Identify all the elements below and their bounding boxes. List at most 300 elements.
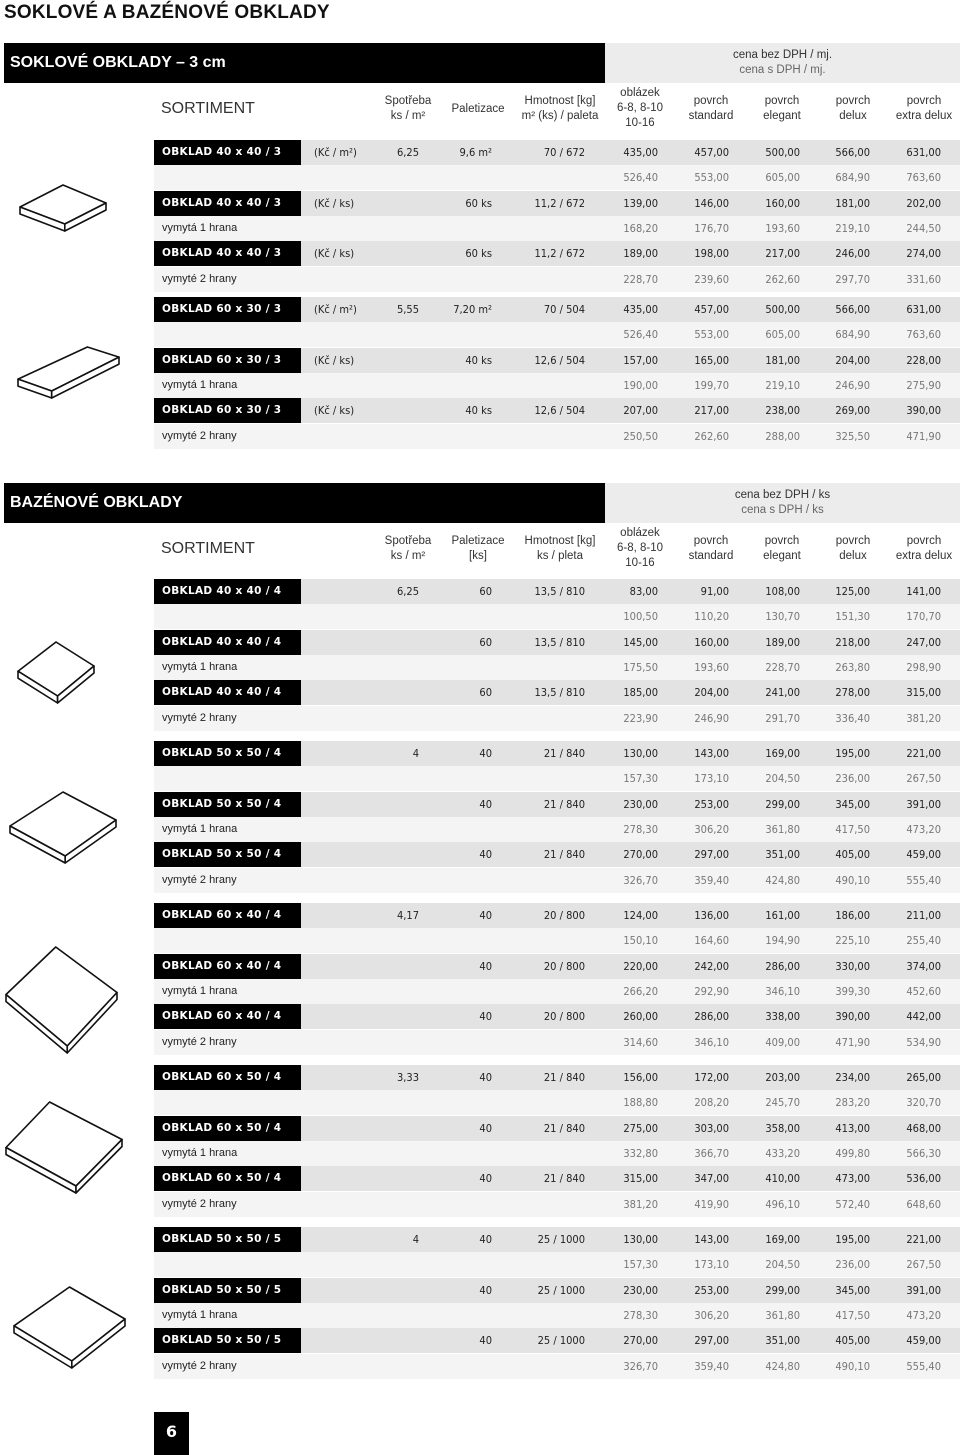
table-row xyxy=(154,1141,960,1166)
price-cell: 239,60 xyxy=(694,272,729,286)
price-cell: 202,00 xyxy=(906,196,941,210)
price-cell: 278,00 xyxy=(835,686,870,700)
column-header-line: 6-8, 8-10 xyxy=(616,102,664,114)
price-cell: 169,00 xyxy=(765,747,800,760)
price-cell: 130,00 xyxy=(623,1233,658,1246)
page-title: SOKLOVÉ A BAZÉNOVÉ OBKLADY xyxy=(4,2,330,23)
table-row xyxy=(154,766,960,791)
price-cell: 238,00 xyxy=(765,404,800,418)
price-cell: 459,00 xyxy=(906,848,941,862)
price-cell: 161,00 xyxy=(765,909,800,922)
price-cell: 250,50 xyxy=(623,429,658,443)
column-header-line: elegant xyxy=(763,550,801,562)
price-cell: 168,20 xyxy=(623,221,658,235)
price-cell: 291,70 xyxy=(765,711,800,725)
price-cell: 246,90 xyxy=(694,711,729,725)
price-cell: 204,00 xyxy=(694,686,729,700)
price-cell: 283,20 xyxy=(835,1096,870,1110)
price-cell: 381,20 xyxy=(623,1197,658,1211)
price-cell: 124,00 xyxy=(623,909,658,922)
price-cell: 146,00 xyxy=(694,196,729,210)
tile-illustration xyxy=(16,345,121,404)
price-cell: 399,30 xyxy=(835,984,870,998)
product-name: OBKLAD 60 x 40 / 4 xyxy=(154,903,301,928)
product-name: OBKLAD 40 x 40 / 4 xyxy=(154,680,301,705)
column-header-line: oblázek xyxy=(620,527,660,539)
price-cell: 471,90 xyxy=(906,429,941,443)
column-header-line: povrch xyxy=(835,535,871,547)
price-cell: 198,00 xyxy=(694,247,729,261)
price-cell: 553,00 xyxy=(694,171,729,185)
price-cell: 468,00 xyxy=(906,1121,941,1135)
price-cell: 457,00 xyxy=(694,303,729,316)
section-title: SOKLOVÉ OBKLADY – 3 cm xyxy=(4,43,605,83)
price-cell: 391,00 xyxy=(906,797,941,811)
price-cell: 315,00 xyxy=(906,686,941,700)
sortiment-label: SORTIMENT xyxy=(161,540,255,557)
hmotnost-value: 70 / 672 xyxy=(543,146,585,159)
column-header-line: standard xyxy=(688,110,734,122)
paletizace-value: 40 ks xyxy=(465,353,492,367)
price-cell: 351,00 xyxy=(765,1334,800,1348)
price-cell: 359,40 xyxy=(694,1359,729,1373)
price-cell: 253,00 xyxy=(694,1283,729,1297)
price-cell: 299,00 xyxy=(765,1283,800,1297)
paletizace-value: 40 xyxy=(479,1121,492,1135)
price-without-vat: cena bez DPH / ks xyxy=(734,489,831,501)
column-header xyxy=(515,94,605,124)
column-header-line: ks / pleta xyxy=(536,550,584,562)
price-cell: 553,00 xyxy=(694,328,729,342)
column-header-line: Paletizace xyxy=(451,535,505,547)
price-cell: 195,00 xyxy=(835,747,870,760)
table-row xyxy=(154,1328,960,1353)
table-row xyxy=(154,741,960,766)
product-name: OBKLAD 60 x 30 / 3 xyxy=(154,297,301,322)
product-name: OBKLAD 50 x 50 / 5 xyxy=(154,1227,301,1252)
table-row xyxy=(154,165,960,190)
price-cell: 473,20 xyxy=(906,822,941,836)
price-unit: (Kč / ks) xyxy=(314,196,355,210)
hmotnost-value: 25 / 1000 xyxy=(537,1283,585,1297)
product-name: OBKLAD 60 x 40 / 4 xyxy=(154,1004,301,1029)
price-cell: 496,10 xyxy=(765,1197,800,1211)
price-cell: 130,00 xyxy=(623,747,658,760)
column-header-line: povrch xyxy=(835,95,871,107)
product-name: OBKLAD 50 x 50 / 5 xyxy=(154,1278,301,1303)
price-cell: 265,00 xyxy=(906,1071,941,1084)
price-cell: 157,30 xyxy=(623,772,658,786)
price-cell: 381,20 xyxy=(906,711,941,725)
price-cell: 566,30 xyxy=(906,1146,941,1160)
edge-variant-label: vymyté 2 hrany xyxy=(162,711,237,724)
column-header-line: Spotřeba xyxy=(384,535,432,547)
price-cell: 605,00 xyxy=(765,171,800,185)
column-header-line: povrch xyxy=(693,535,729,547)
column-header-line: 10-16 xyxy=(625,557,655,569)
price-cell: 286,00 xyxy=(694,1010,729,1024)
tile-illustration-icon xyxy=(8,790,118,865)
price-cell: 170,70 xyxy=(906,610,941,624)
product-name: OBKLAD 50 x 50 / 4 xyxy=(154,741,301,766)
price-cell: 208,20 xyxy=(694,1096,729,1110)
paletizace-value: 9,6 m² xyxy=(459,146,492,159)
price-cell: 330,00 xyxy=(835,959,870,973)
price-cell: 347,00 xyxy=(694,1172,729,1186)
price-cell: 374,00 xyxy=(906,959,941,973)
hmotnost-value: 20 / 800 xyxy=(543,1010,585,1024)
price-cell: 204,00 xyxy=(835,353,870,367)
table-row xyxy=(154,954,960,979)
price-cell: 359,40 xyxy=(694,873,729,887)
spotreba-value: 4,17 xyxy=(396,909,419,922)
price-cell: 278,30 xyxy=(623,822,658,836)
price-cell: 262,60 xyxy=(765,272,800,286)
price-cell: 457,00 xyxy=(694,146,729,159)
table-row xyxy=(154,1278,960,1303)
price-cell: 684,90 xyxy=(835,171,870,185)
price-cell: 246,90 xyxy=(835,378,870,392)
price-cell: 269,00 xyxy=(835,404,870,418)
paletizace-value: 40 xyxy=(479,1172,492,1186)
price-cell: 405,00 xyxy=(835,848,870,862)
price-cell: 413,00 xyxy=(835,1121,870,1135)
price-cell: 405,00 xyxy=(835,1334,870,1348)
price-cell: 297,00 xyxy=(694,848,729,862)
product-name: OBKLAD 60 x 40 / 4 xyxy=(154,954,301,979)
price-cell: 275,90 xyxy=(906,378,941,392)
spotreba-value: 6,25 xyxy=(396,146,419,159)
price-cell: 156,00 xyxy=(623,1071,658,1084)
paletizace-value: 60 ks xyxy=(465,196,492,210)
table-row xyxy=(154,191,960,216)
hmotnost-value: 13,5 / 810 xyxy=(534,635,585,649)
table-row xyxy=(154,297,960,322)
price-unit: (Kč / m²) xyxy=(314,146,357,159)
price-cell: 351,00 xyxy=(765,848,800,862)
price-cell: 230,00 xyxy=(623,1283,658,1297)
price-with-vat: cena s DPH / mj. xyxy=(739,64,826,76)
price-cell: 346,10 xyxy=(765,984,800,998)
price-cell: 204,50 xyxy=(765,1258,800,1272)
edge-variant-label: vymyté 2 hrany xyxy=(162,1035,237,1048)
column-header xyxy=(433,102,523,117)
price-cell: 435,00 xyxy=(623,303,658,316)
price-cell: 175,50 xyxy=(623,660,658,674)
price-cell: 253,00 xyxy=(694,797,729,811)
product-name: OBKLAD 40 x 40 / 4 xyxy=(154,630,301,655)
price-cell: 125,00 xyxy=(835,585,870,598)
price-cell: 262,60 xyxy=(694,429,729,443)
price-cell: 236,00 xyxy=(835,1258,870,1272)
paletizace-value: 40 xyxy=(479,1283,492,1297)
price-cell: 332,80 xyxy=(623,1146,658,1160)
price-cell: 136,00 xyxy=(694,909,729,922)
table-row xyxy=(154,398,960,423)
tile-illustration-icon xyxy=(16,345,121,400)
price-cell: 435,00 xyxy=(623,146,658,159)
edge-variant-label: vymytá 1 hrana xyxy=(162,1308,238,1321)
column-header-line: 10-16 xyxy=(625,117,655,129)
product-name: OBKLAD 40 x 40 / 4 xyxy=(154,579,301,604)
table-row xyxy=(154,903,960,928)
price-cell: 181,00 xyxy=(835,196,870,210)
price-cell: 139,00 xyxy=(623,196,658,210)
price-cell: 331,60 xyxy=(906,272,941,286)
price-cell: 490,10 xyxy=(835,1359,870,1373)
hmotnost-value: 12,6 / 504 xyxy=(534,353,585,367)
price-unit: (Kč / ks) xyxy=(314,247,355,261)
price-cell: 500,00 xyxy=(765,146,800,159)
price-cell: 417,50 xyxy=(835,1308,870,1322)
price-cell: 306,20 xyxy=(694,1308,729,1322)
price-cell: 203,00 xyxy=(765,1071,800,1084)
hmotnost-value: 12,6 / 504 xyxy=(534,404,585,418)
price-cell: 452,60 xyxy=(906,984,941,998)
table-row xyxy=(154,706,960,731)
price-cell: 763,60 xyxy=(906,328,941,342)
product-name: OBKLAD 60 x 30 / 3 xyxy=(154,398,301,423)
tile-illustration-icon xyxy=(4,1100,124,1195)
price-cell: 173,10 xyxy=(694,772,729,786)
price-cell: 217,00 xyxy=(694,404,729,418)
table-row xyxy=(154,1252,960,1277)
column-header-line: Hmotnost [kg] xyxy=(524,535,596,547)
price-cell: 189,00 xyxy=(623,247,658,261)
table-row xyxy=(154,216,960,241)
price-cell: 278,30 xyxy=(623,1308,658,1322)
section-title: BAZÉNOVÉ OBKLADY xyxy=(4,483,605,523)
paletizace-value: 40 xyxy=(479,797,492,811)
column-header-line: Paletizace xyxy=(451,103,505,115)
table-row xyxy=(154,680,960,705)
price-cell: 246,00 xyxy=(835,247,870,261)
table-row xyxy=(154,1065,960,1090)
price-cell: 298,90 xyxy=(906,660,941,674)
table-row xyxy=(154,1166,960,1191)
price-cell: 245,70 xyxy=(765,1096,800,1110)
price-unit: (Kč / m²) xyxy=(314,303,357,316)
price-cell: 410,00 xyxy=(765,1172,800,1186)
price-cell: 536,00 xyxy=(906,1172,941,1186)
table-row xyxy=(154,979,960,1004)
column-header-line: delux xyxy=(839,110,867,122)
price-cell: 566,00 xyxy=(835,303,870,316)
price-cell: 217,00 xyxy=(765,247,800,261)
tile-illustration-icon xyxy=(12,1285,127,1370)
tile-illustration xyxy=(8,790,118,869)
table-row xyxy=(154,1030,960,1055)
price-cell: 160,00 xyxy=(765,196,800,210)
column-header-line: extra delux xyxy=(895,550,953,562)
price-cell: 193,60 xyxy=(765,221,800,235)
price-cell: 91,00 xyxy=(700,585,729,598)
table-row xyxy=(154,1354,960,1379)
sortiment-label: SORTIMENT xyxy=(161,100,255,117)
price-cell: 631,00 xyxy=(906,303,941,316)
hmotnost-value: 20 / 800 xyxy=(543,909,585,922)
price-cell: 572,40 xyxy=(835,1197,870,1211)
price-cell: 230,00 xyxy=(623,797,658,811)
price-cell: 181,00 xyxy=(765,353,800,367)
price-cell: 605,00 xyxy=(765,328,800,342)
paletizace-value: 40 xyxy=(479,1071,492,1084)
product-name: OBKLAD 50 x 50 / 4 xyxy=(154,792,301,817)
hmotnost-value: 21 / 840 xyxy=(543,1071,585,1084)
price-legend xyxy=(605,483,960,523)
price-cell: 631,00 xyxy=(906,146,941,159)
paletizace-value: 40 xyxy=(479,747,492,760)
edge-variant-label: vymytá 1 hrana xyxy=(162,221,238,234)
price-cell: 358,00 xyxy=(765,1121,800,1135)
paletizace-value: 60 xyxy=(479,686,492,700)
product-name: OBKLAD 60 x 50 / 4 xyxy=(154,1116,301,1141)
price-cell: 763,60 xyxy=(906,171,941,185)
price-cell: 145,00 xyxy=(623,635,658,649)
paletizace-value: 60 ks xyxy=(465,247,492,261)
table-row xyxy=(154,817,960,842)
product-name: OBKLAD 60 x 30 / 3 xyxy=(154,348,301,373)
price-cell: 336,40 xyxy=(835,711,870,725)
product-name: OBKLAD 60 x 50 / 4 xyxy=(154,1166,301,1191)
price-cell: 306,20 xyxy=(694,822,729,836)
price-cell: 424,80 xyxy=(765,1359,800,1373)
price-cell: 274,00 xyxy=(906,247,941,261)
edge-variant-label: vymytá 1 hrana xyxy=(162,660,238,673)
tile-illustration xyxy=(4,945,119,1059)
column-header xyxy=(879,94,960,124)
price-cell: 247,00 xyxy=(906,635,941,649)
price-cell: 241,00 xyxy=(765,686,800,700)
table-row xyxy=(154,928,960,953)
edge-variant-label: vymyté 2 hrany xyxy=(162,1359,237,1372)
price-cell: 314,60 xyxy=(623,1035,658,1049)
price-cell: 471,90 xyxy=(835,1035,870,1049)
price-cell: 143,00 xyxy=(694,747,729,760)
hmotnost-value: 21 / 840 xyxy=(543,1172,585,1186)
hmotnost-value: 13,5 / 810 xyxy=(534,686,585,700)
column-header-line: ks / m² xyxy=(390,110,426,122)
price-cell: 157,00 xyxy=(623,353,658,367)
hmotnost-value: 21 / 840 xyxy=(543,848,585,862)
price-cell: 236,00 xyxy=(835,772,870,786)
price-cell: 500,00 xyxy=(765,303,800,316)
column-header-line: Hmotnost [kg] xyxy=(524,95,596,107)
price-cell: 234,00 xyxy=(835,1071,870,1084)
price-cell: 526,40 xyxy=(623,171,658,185)
table-row xyxy=(154,1227,960,1252)
column-header-line: extra delux xyxy=(895,110,953,122)
price-cell: 194,90 xyxy=(765,934,800,948)
price-cell: 190,00 xyxy=(623,378,658,392)
column-header-line: povrch xyxy=(764,95,800,107)
tile-illustration-icon xyxy=(16,640,96,705)
price-cell: 267,50 xyxy=(906,1258,941,1272)
price-cell: 141,00 xyxy=(906,585,941,598)
product-name: OBKLAD 50 x 50 / 5 xyxy=(154,1328,301,1353)
table-row xyxy=(154,868,960,893)
column-header-line: m² (ks) / paleta xyxy=(521,110,599,122)
price-cell: 292,90 xyxy=(694,984,729,998)
price-cell: 288,00 xyxy=(765,429,800,443)
paletizace-value: 60 xyxy=(479,585,492,598)
table-row xyxy=(154,241,960,266)
price-legend xyxy=(605,43,960,83)
paletizace-value: 40 xyxy=(479,1233,492,1246)
price-cell: 566,00 xyxy=(835,146,870,159)
price-cell: 338,00 xyxy=(765,1010,800,1024)
price-cell: 297,00 xyxy=(694,1334,729,1348)
price-cell: 220,00 xyxy=(623,959,658,973)
table-row xyxy=(154,373,960,398)
price-cell: 160,00 xyxy=(694,635,729,649)
spotreba-value: 4 xyxy=(412,1233,419,1246)
price-cell: 188,80 xyxy=(623,1096,658,1110)
edge-variant-label: vymyté 2 hrany xyxy=(162,272,237,285)
paletizace-value: 40 xyxy=(479,959,492,973)
price-unit: (Kč / ks) xyxy=(314,404,355,418)
edge-variant-label: vymyté 2 hrany xyxy=(162,429,237,442)
price-cell: 204,50 xyxy=(765,772,800,786)
spotreba-value: 3,33 xyxy=(396,1071,419,1084)
price-cell: 263,80 xyxy=(835,660,870,674)
price-cell: 390,00 xyxy=(835,1010,870,1024)
paletizace-value: 40 ks xyxy=(465,404,492,418)
column-header-line: oblázek xyxy=(620,87,660,99)
price-cell: 150,10 xyxy=(623,934,658,948)
price-cell: 228,70 xyxy=(765,660,800,674)
price-cell: 409,00 xyxy=(765,1035,800,1049)
table-row xyxy=(154,842,960,867)
spotreba-value: 4 xyxy=(412,747,419,760)
price-cell: 176,70 xyxy=(694,221,729,235)
product-name: OBKLAD 40 x 40 / 3 xyxy=(154,140,301,165)
price-cell: 526,40 xyxy=(623,328,658,342)
edge-variant-label: vymyté 2 hrany xyxy=(162,873,237,886)
price-cell: 499,80 xyxy=(835,1146,870,1160)
tile-illustration xyxy=(12,1285,127,1374)
product-name: OBKLAD 40 x 40 / 3 xyxy=(154,191,301,216)
table-row xyxy=(154,792,960,817)
price-cell: 555,40 xyxy=(906,1359,941,1373)
paletizace-value: 7,20 m² xyxy=(453,303,492,316)
price-cell: 242,00 xyxy=(694,959,729,973)
price-cell: 390,00 xyxy=(906,404,941,418)
table-row xyxy=(154,140,960,165)
tile-illustration-icon xyxy=(18,183,108,233)
price-cell: 473,20 xyxy=(906,1308,941,1322)
price-cell: 361,80 xyxy=(765,822,800,836)
column-header-line: povrch xyxy=(693,95,729,107)
price-cell: 195,00 xyxy=(835,1233,870,1246)
price-cell: 165,00 xyxy=(694,353,729,367)
price-cell: 110,20 xyxy=(694,610,729,624)
price-cell: 286,00 xyxy=(765,959,800,973)
hmotnost-value: 20 / 800 xyxy=(543,959,585,973)
column-header-line: povrch xyxy=(906,535,942,547)
hmotnost-value: 21 / 840 xyxy=(543,797,585,811)
price-cell: 189,00 xyxy=(765,635,800,649)
price-cell: 130,70 xyxy=(765,610,800,624)
table-row xyxy=(154,630,960,655)
table-row xyxy=(154,1192,960,1217)
price-cell: 534,90 xyxy=(906,1035,941,1049)
price-cell: 297,70 xyxy=(835,272,870,286)
spotreba-value: 5,55 xyxy=(396,303,419,316)
hmotnost-value: 25 / 1000 xyxy=(537,1233,585,1246)
price-cell: 419,90 xyxy=(694,1197,729,1211)
price-cell: 100,50 xyxy=(623,610,658,624)
